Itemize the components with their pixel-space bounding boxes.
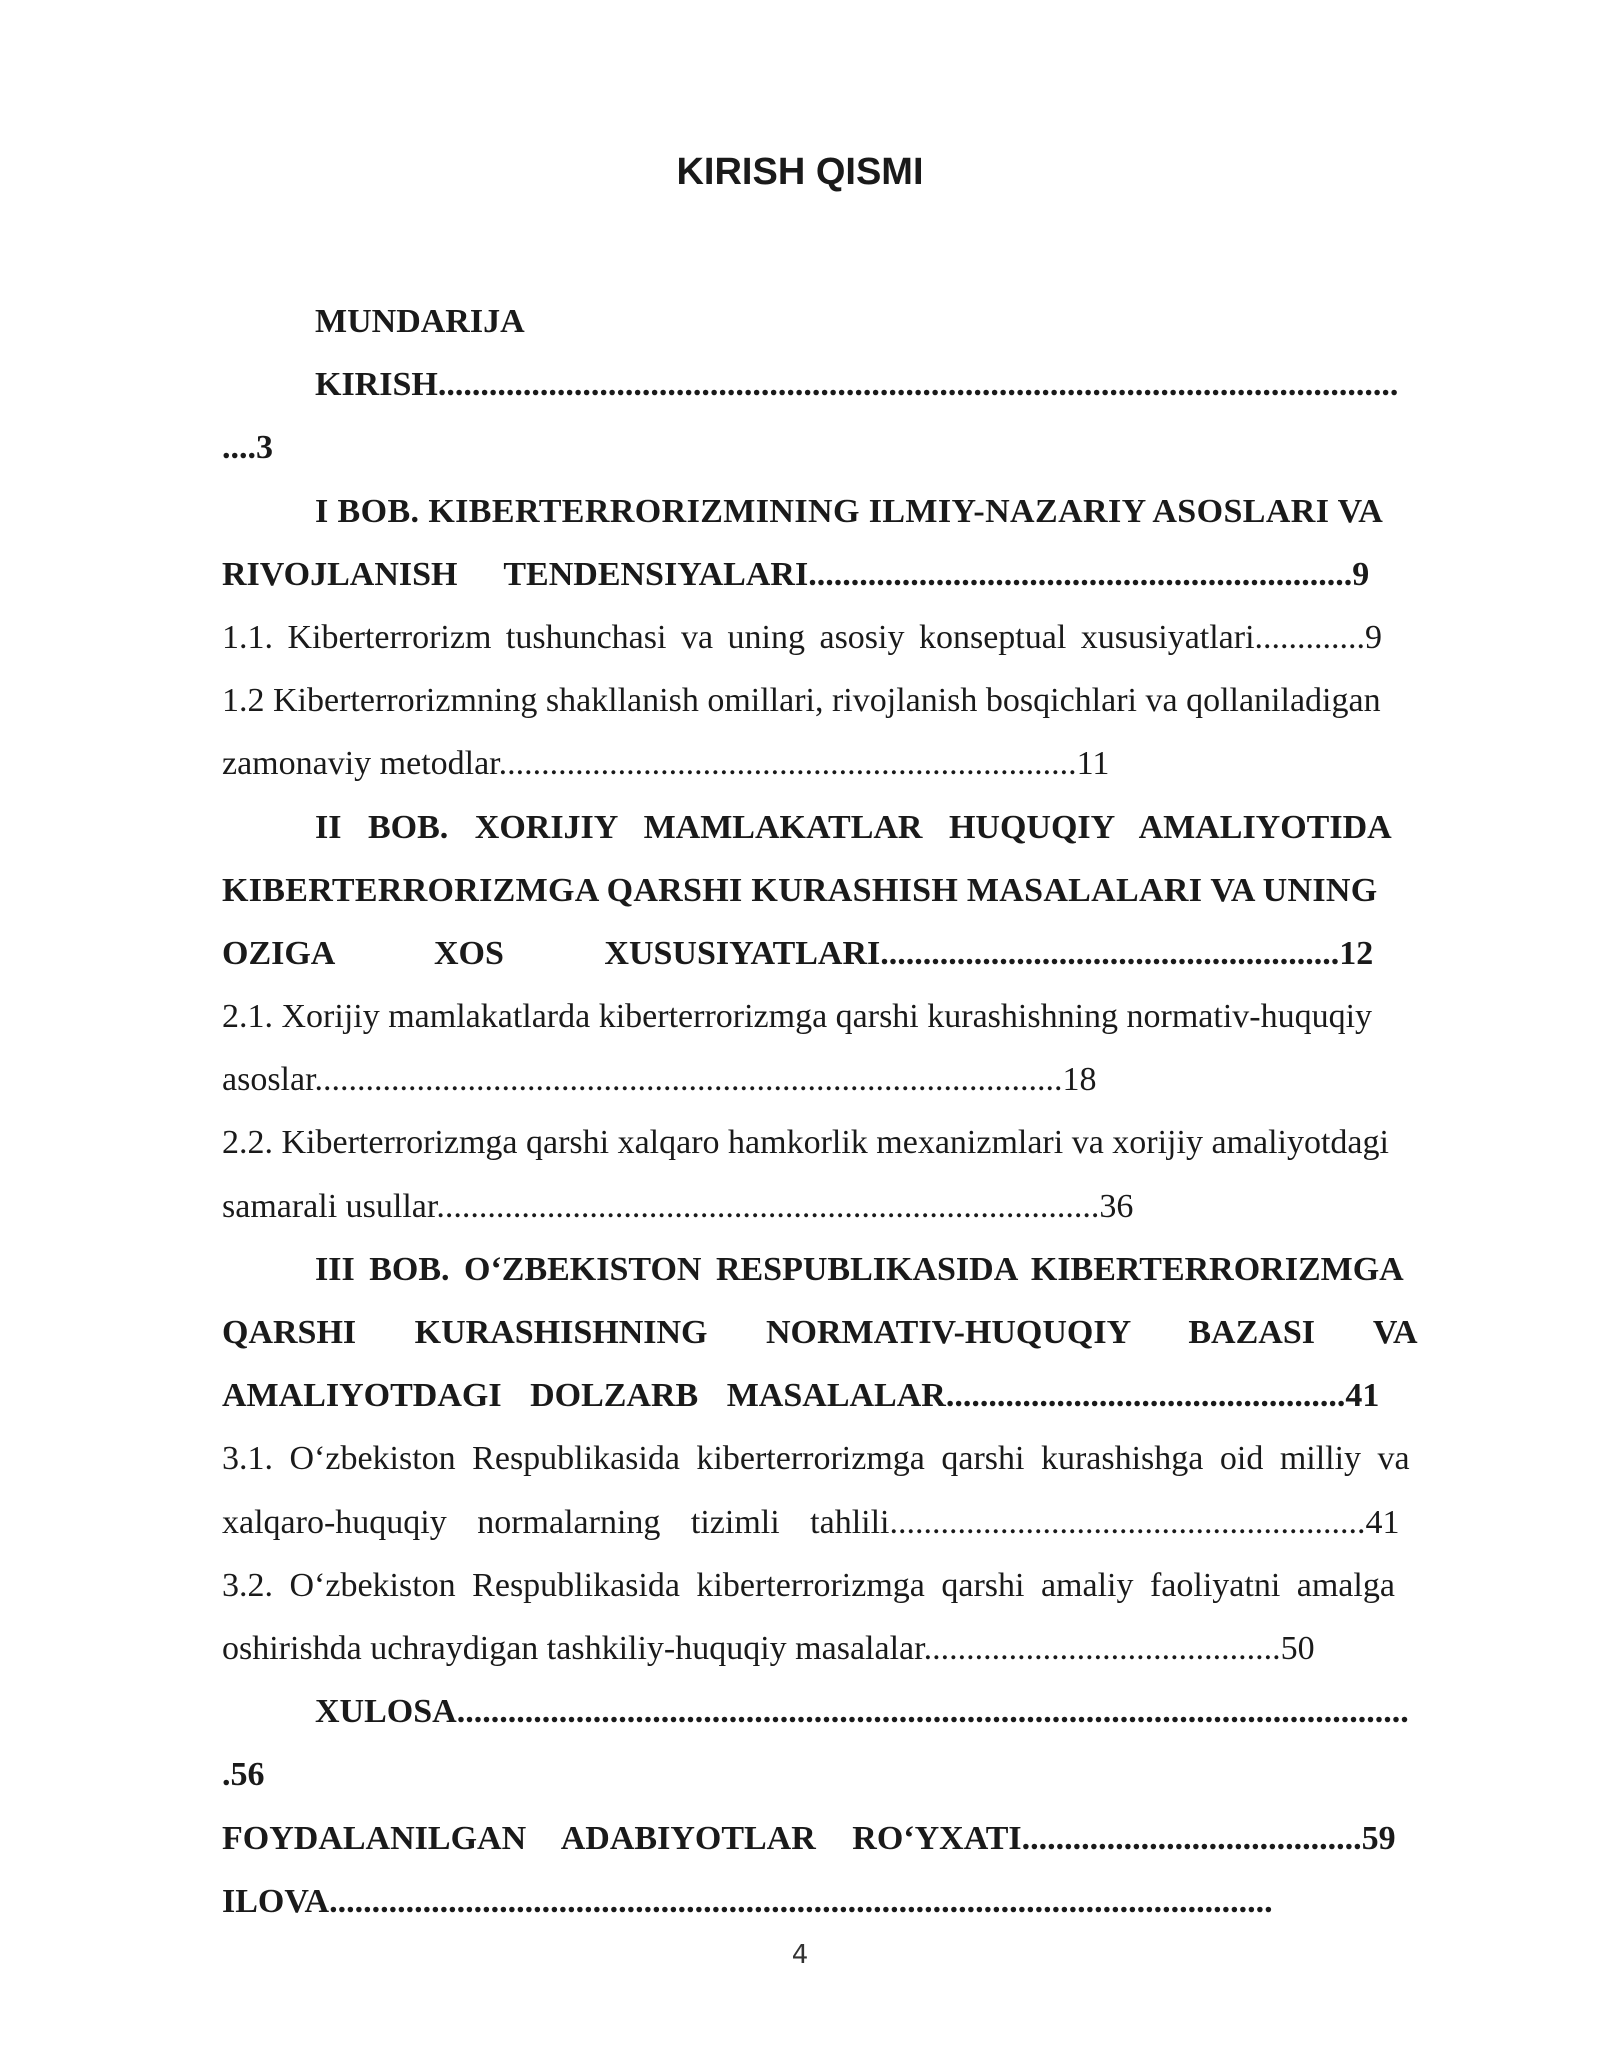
toc-chapter-2-line-2: KIBERTERRORIZMGA QARSHI KURASHISH MASALALARI VA UNING xyxy=(222,871,1378,909)
toc-chapter-3-line-3: AMALIYOTDAGI DOLZARB MASALALAR...............................................41 xyxy=(222,1377,1380,1415)
toc-entry-xulosa-page: .56 xyxy=(222,1756,265,1794)
toc-entry-references: FOYDALANILGAN ADABIYOTLAR RO‘YXATI........................................59 xyxy=(222,1819,1396,1857)
toc-section-2-1-line-1: 2.1. Xorijiy mamlakatlarda kiberterrorizmga qarshi kurashishning normativ-huquqiy xyxy=(222,998,1373,1036)
toc-section-1-1: 1.1. Kiberterrorizm tushunchasi va uning asosiy konseptual xususiyatlari.............9 xyxy=(222,618,1383,656)
toc-section-3-1-line-1: 3.1. O‘zbekiston Respublikasida kiberterrorizmga qarshi kurashishga oid milliy va xyxy=(222,1440,1410,1478)
toc-chapter-2-line-1: II BOB. XORIJIY MAMLAKATLAR HUQUQIY AMALIYOTIDA xyxy=(315,808,1392,846)
toc-chapter-2-line-3: OZIGA XOS XUSUSIYATLARI......................................................12 xyxy=(222,934,1374,972)
page-title: KIRISH QISMI xyxy=(676,151,924,193)
toc-chapter-1-line-2: RIVOJLANISH TENDENSIYALARI................................................................9 xyxy=(222,555,1370,593)
toc-section-2-2-line-2: samarali usullar..............................................................................36 xyxy=(222,1187,1134,1225)
page-number: 4 xyxy=(791,1940,809,1970)
toc-chapter-3-line-1: III BOB. O‘ZBEKISTON RESPUBLIKASIDA KIBERTERRORIZMGA xyxy=(315,1250,1404,1288)
toc-section-2-2-line-1: 2.2. Kiberterrorizmga qarshi xalqaro hamkorlik mexanizmlari va xorijiy amaliyotdagi xyxy=(222,1124,1389,1162)
toc-heading: MUNDARIJA xyxy=(315,303,525,340)
toc-chapter-3-line-2: QARSHI KURASHISHNING NORMATIV-HUQUQIY BAZASI VA xyxy=(222,1314,1418,1351)
toc-section-2-1-line-2: asoslar........................................................................................18 xyxy=(222,1061,1097,1099)
toc-entry-kirish: KIRISH................................................................................................................. xyxy=(315,366,1399,404)
toc-entry-kirish-page: ....3 xyxy=(222,429,273,467)
toc-chapter-1-line-1: I BOB. KIBERTERRORIZMINING ILMIY-NAZARIY ASOSLARI VA xyxy=(315,492,1384,530)
toc-entry-xulosa: XULOSA................................................................................................................ xyxy=(315,1693,1409,1731)
toc-section-3-2-line-2: oshirishda uchraydigan tashkiliy-huquqiy masalalar..........................................50 xyxy=(222,1629,1315,1667)
toc-section-1-2-line-1: 1.2 Kiberterrorizmning shakllanish omillari, rivojlanish bosqichlari va qollaniladigan xyxy=(222,682,1381,720)
toc-section-1-2-line-2: zamonaviy metodlar....................................................................11 xyxy=(222,745,1110,783)
toc-entry-appendix: ILOVA............................................................................................................... xyxy=(222,1882,1273,1920)
toc-section-3-2-line-1: 3.2. O‘zbekiston Respublikasida kiberterrorizmga qarshi amaliy faoliyatni amalga xyxy=(222,1566,1395,1604)
toc-section-3-1-line-2: xalqaro-huquqiy normalarning tizimli tahlili........................................................41 xyxy=(222,1503,1400,1541)
table-of-contents xyxy=(222,290,1490,1933)
